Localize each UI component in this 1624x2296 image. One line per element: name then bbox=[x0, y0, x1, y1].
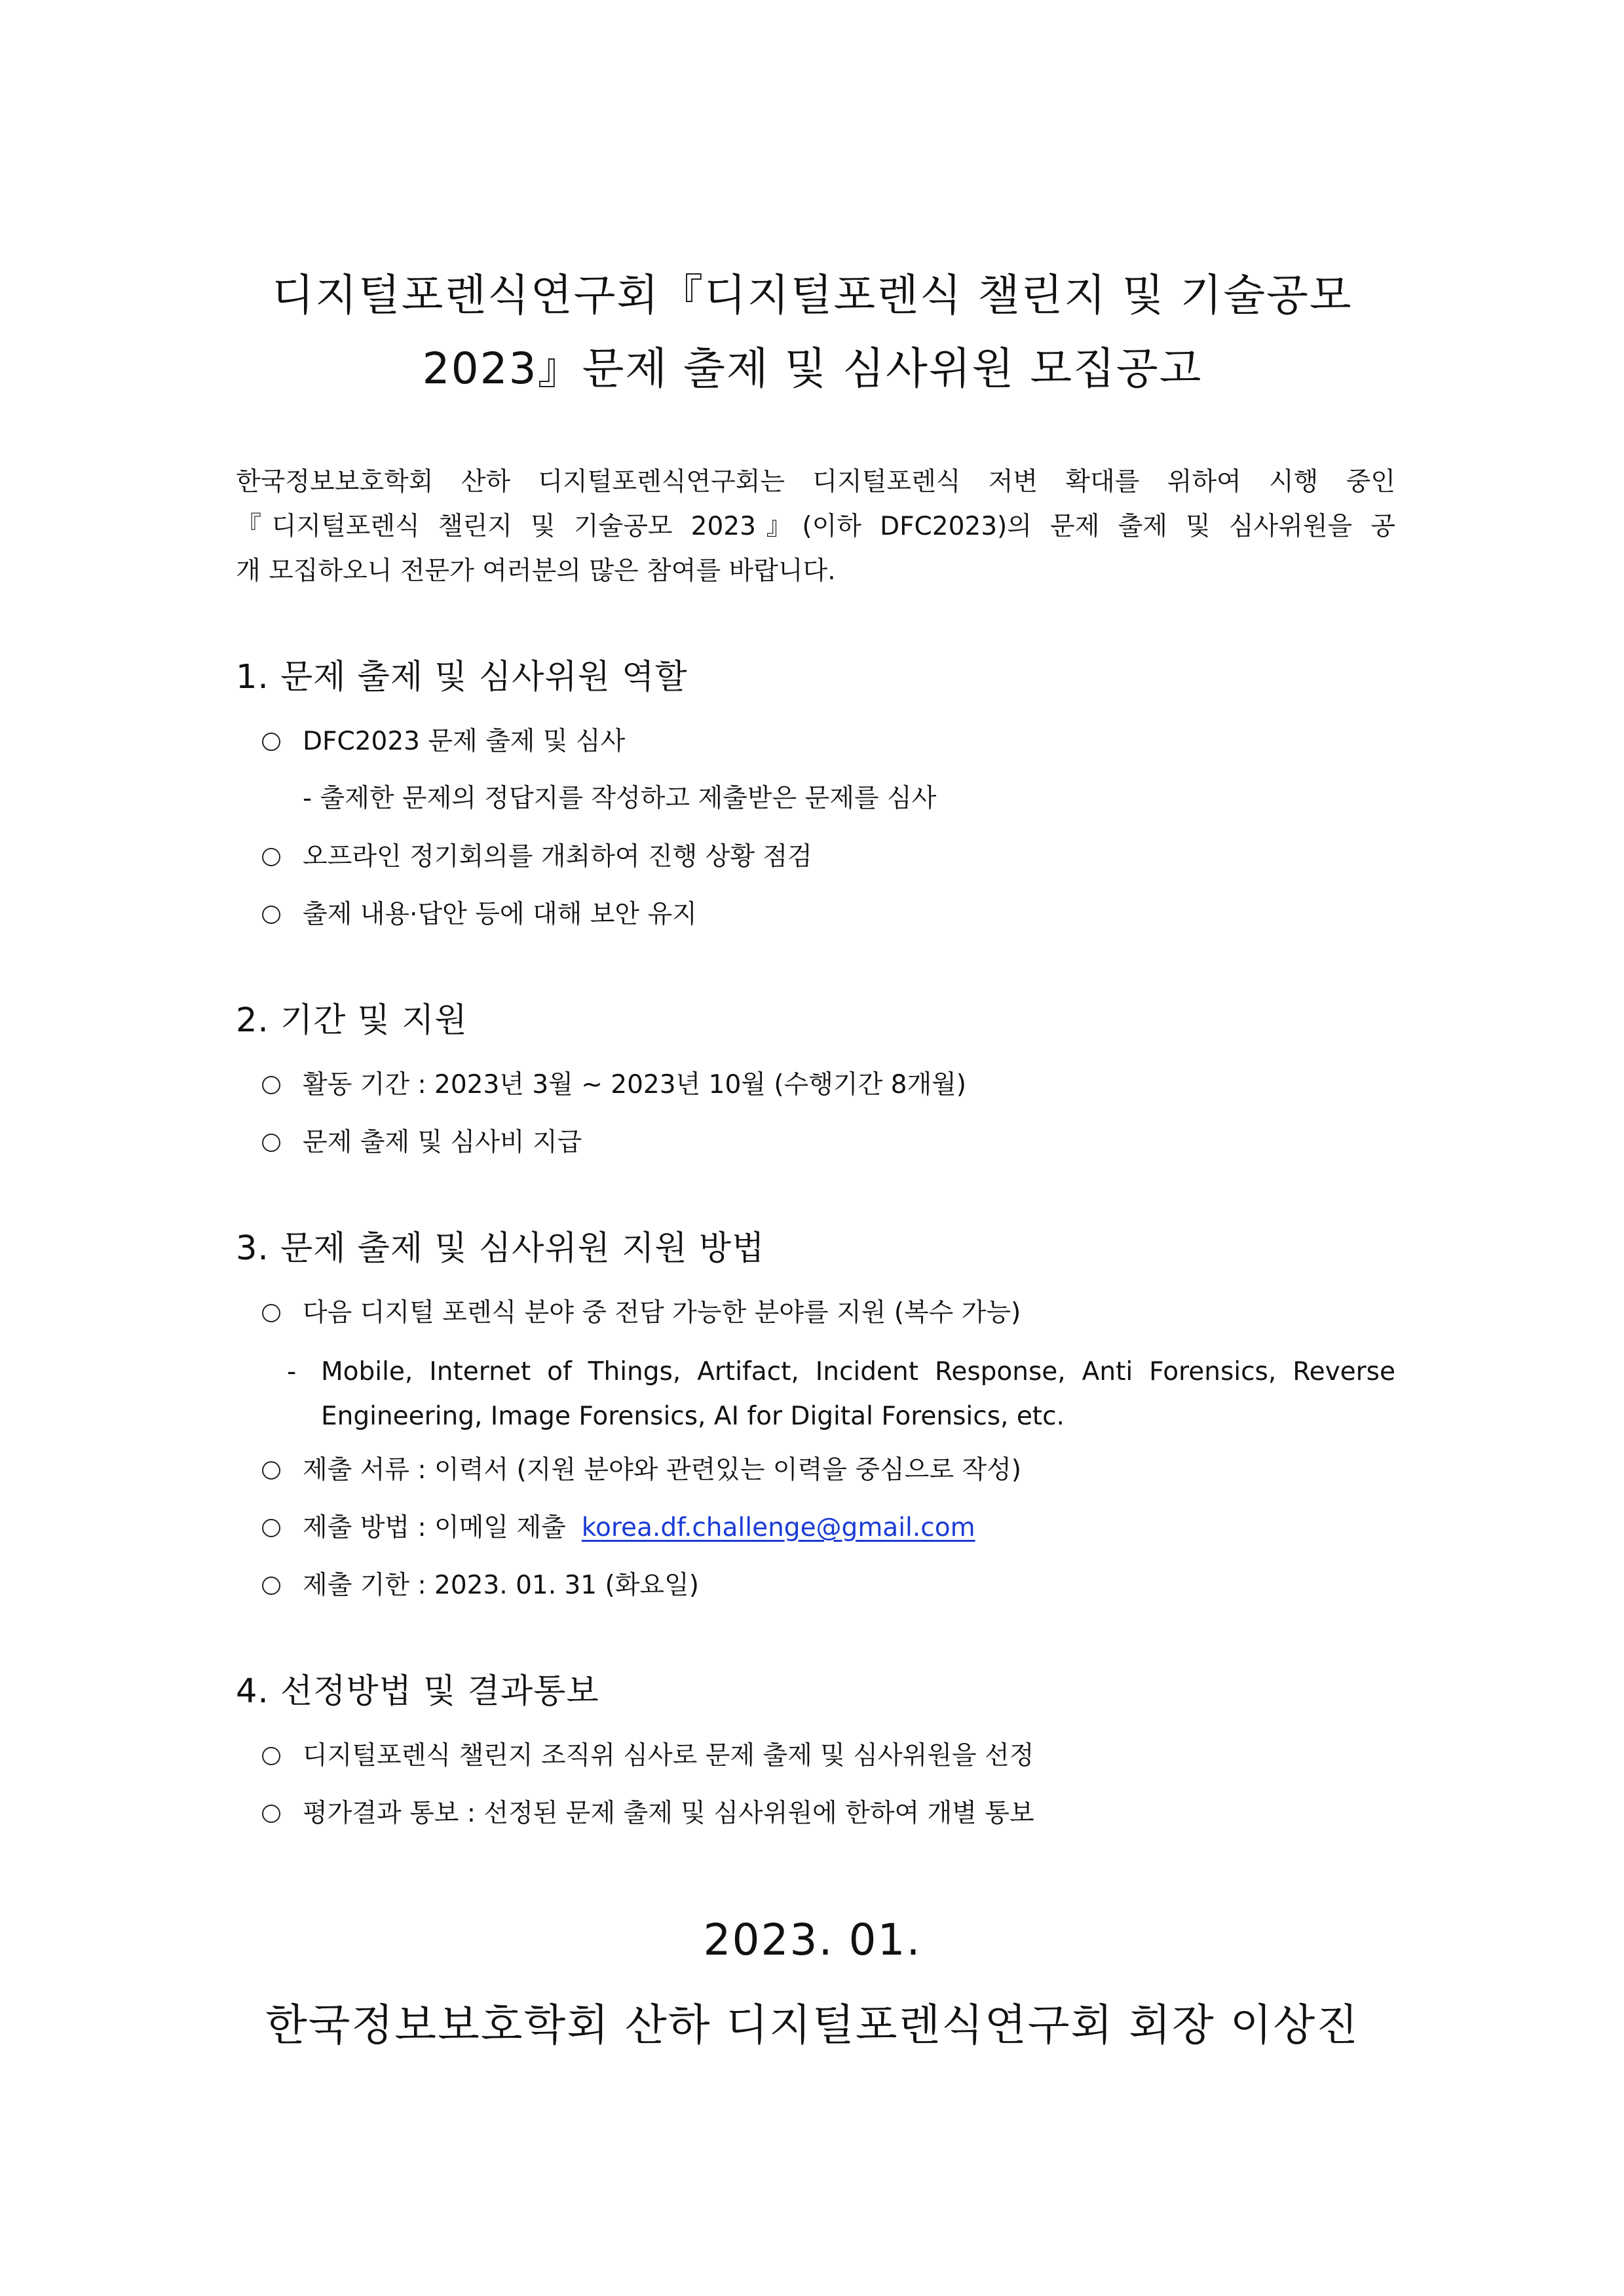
section-3-heading: 3. 문제 출제 및 심사위원 지원 방법 bbox=[236, 1229, 765, 1268]
subitem-dash: - bbox=[287, 1357, 297, 1387]
subitem-line-2: Engineering, Image Forensics, AI for Digital Forensics, etc. bbox=[321, 1402, 1065, 1431]
section-4-item-2 bbox=[262, 1801, 1034, 1826]
document-title-line-1: 디지털포렌식연구회『디지털포렌식 챌린지 및 기술공모 bbox=[272, 270, 1353, 320]
section-3-item-4 bbox=[262, 1573, 699, 1598]
section-3-item-2 bbox=[262, 1457, 1021, 1483]
section-4-heading: 4. 선정방법 및 결과통보 bbox=[236, 1672, 599, 1711]
item-text: 제출 기한 : 2023. 01. 31 (화요일) bbox=[303, 1571, 699, 1600]
bullet-circle-icon bbox=[262, 1461, 280, 1480]
document-date: 2023. 01. bbox=[703, 1915, 922, 1965]
item-text: 디지털포렌식 챌린지 조직위 심사로 문제 출제 및 심사위원을 선정 bbox=[303, 1741, 1034, 1770]
item-text: 다음 디지털 포렌식 분야 중 전담 가능한 분야를 지원 (복수 가능) bbox=[303, 1298, 1021, 1328]
bullet-circle-icon bbox=[262, 1076, 280, 1094]
bullet-circle-icon bbox=[262, 848, 280, 866]
document-signature: 한국정보보호학회 산하 디지털포렌식연구회 회장 이상진 bbox=[265, 2000, 1360, 2050]
bullet-circle-icon bbox=[262, 1805, 280, 1823]
section-3-item-3 bbox=[262, 1515, 975, 1540]
item-text: 제출 방법 : 이메일 제출 bbox=[303, 1513, 566, 1542]
bullet-circle-icon bbox=[262, 1519, 280, 1537]
subitem-line-1: Mobile, Internet of Things, Artifact, Incident Response, Anti Forensics, Reverse bbox=[321, 1357, 1395, 1387]
item-text: 오프라인 정기회의를 개최하여 진행 상황 점검 bbox=[303, 842, 812, 871]
item-text: DFC2023 문제 출제 및 심사 bbox=[303, 727, 626, 756]
intro-line-2: 『디지털포렌식 챌린지 및 기술공모 2023』(이하 DFC2023)의 문제 출제 및 심사위원을 공 bbox=[236, 512, 1395, 541]
intro-line-1: 한국정보보호학회 산하 디지털포렌식연구회는 디지털포렌식 저변 확대를 위하여 시행 중인 bbox=[236, 467, 1395, 497]
section-2-heading: 2. 기간 및 지원 bbox=[236, 1001, 468, 1040]
section-4-item-1 bbox=[262, 1743, 1034, 1769]
section-2-item-1 bbox=[262, 1072, 966, 1098]
intro-line-3: 개 모집하오니 전문가 여러분의 많은 참여를 바랍니다. bbox=[236, 556, 836, 586]
section-1-heading: 1. 문제 출제 및 심사위원 역할 bbox=[236, 658, 688, 697]
section-3-subitem bbox=[287, 1350, 1395, 1439]
bullet-circle-icon bbox=[262, 906, 280, 924]
bullet-circle-icon bbox=[262, 733, 280, 751]
item-text: 문제 출제 및 심사비 지급 bbox=[303, 1128, 582, 1157]
section-1-item-1 bbox=[262, 729, 625, 754]
item-text: 출제 내용·답안 등에 대해 보안 유지 bbox=[303, 900, 697, 929]
bullet-circle-icon bbox=[262, 1304, 280, 1322]
section-1-subitem: - 출제한 문제의 정답지를 작성하고 제출받은 문제를 심사 bbox=[303, 784, 937, 813]
bullet-circle-icon bbox=[262, 1577, 280, 1595]
item-text: 활동 기간 : 2023년 3월 ~ 2023년 10월 (수행기간 8개월) bbox=[303, 1070, 967, 1100]
section-1-item-2 bbox=[262, 844, 812, 870]
section-3-item-1 bbox=[262, 1300, 1021, 1326]
item-text: 제출 서류 : 이력서 (지원 분야와 관련있는 이력을 중심으로 작성) bbox=[303, 1455, 1021, 1485]
section-1-item-3 bbox=[262, 902, 697, 927]
document-title-line-2: 2023』문제 출제 및 심사위원 모집공고 bbox=[422, 343, 1203, 394]
intro-paragraph bbox=[236, 460, 1395, 594]
email-link[interactable]: korea.df.challenge@gmail.com bbox=[581, 1513, 975, 1542]
bullet-circle-icon bbox=[262, 1747, 280, 1765]
bullet-circle-icon bbox=[262, 1134, 280, 1152]
section-2-item-2 bbox=[262, 1130, 582, 1155]
item-text: 평가결과 통보 : 선정된 문제 출제 및 심사위원에 한하여 개별 통보 bbox=[303, 1799, 1034, 1828]
